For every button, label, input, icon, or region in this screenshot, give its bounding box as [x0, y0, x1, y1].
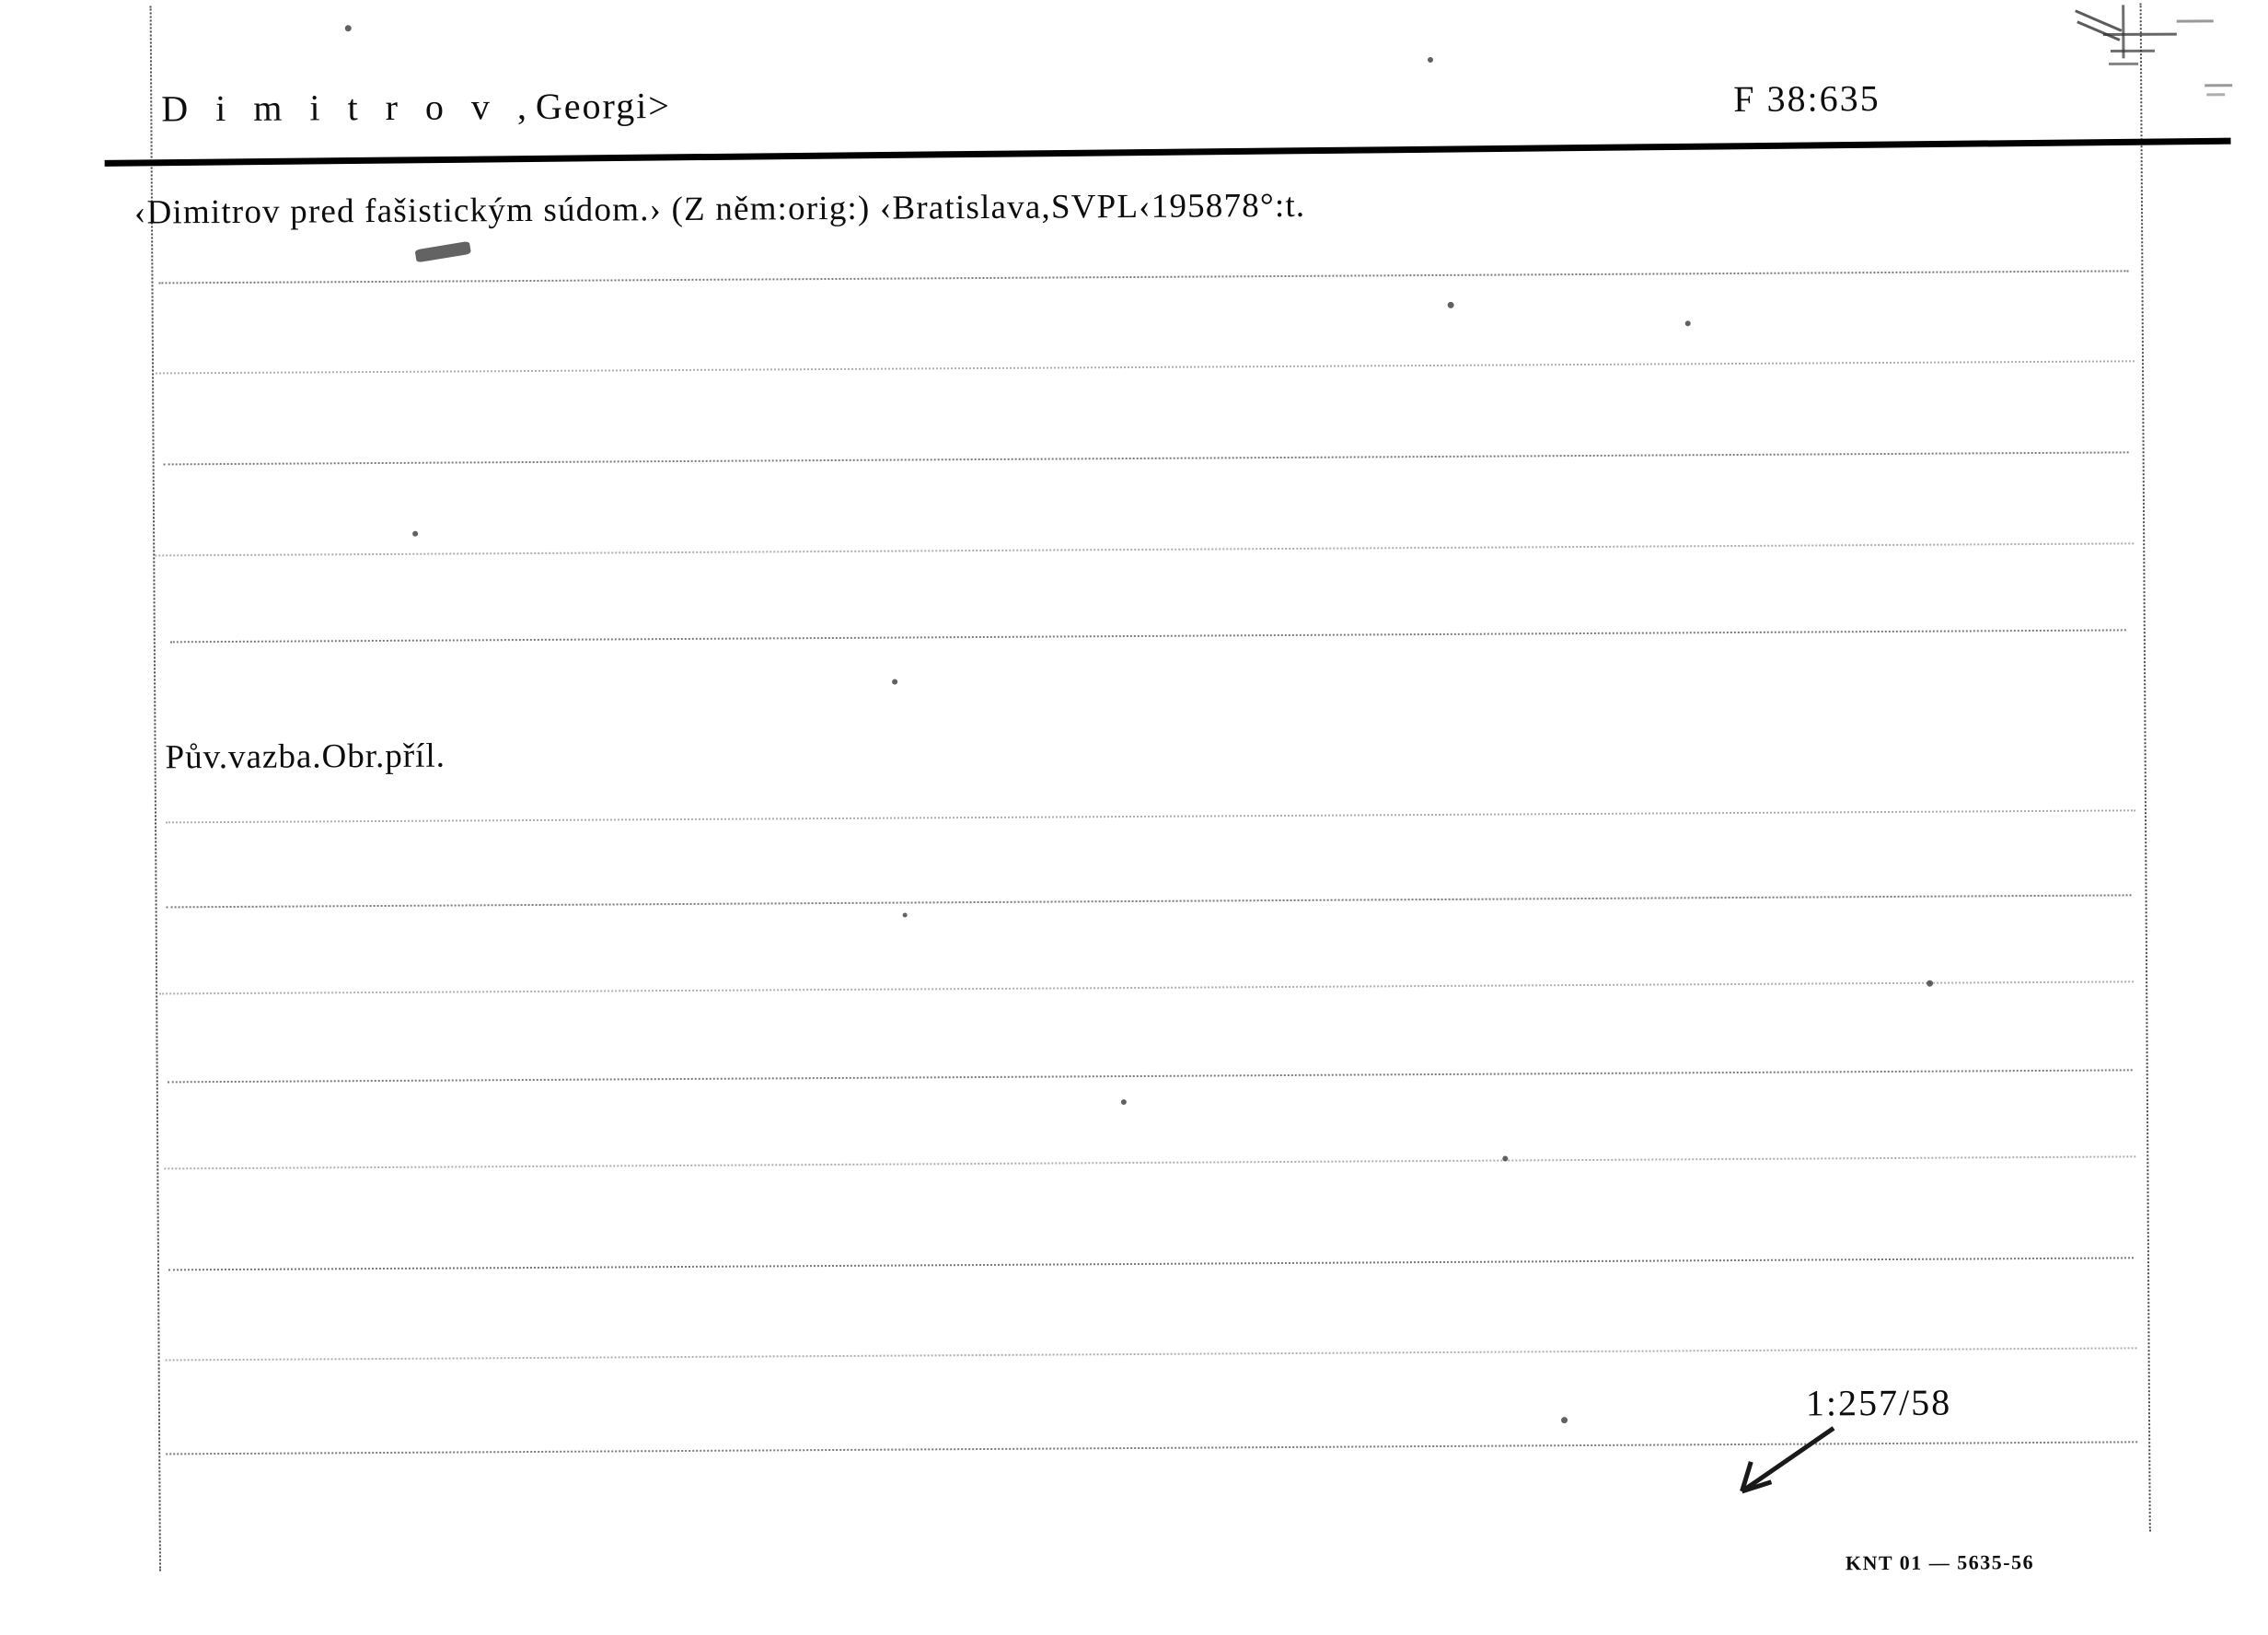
card-rule — [164, 1155, 2135, 1169]
ink-smudge — [415, 241, 471, 263]
note-statement: Pův.vazba.Obr.příl. — [165, 736, 446, 777]
right-margin-rule — [2140, 3, 2151, 1531]
left-margin-rule — [150, 6, 161, 1571]
speck — [903, 913, 908, 918]
speck — [892, 679, 897, 685]
speck — [1502, 1156, 1508, 1162]
speck — [1927, 980, 1933, 987]
heading-separator-rule — [105, 138, 2231, 167]
shelfmark: F 38:635 — [1733, 77, 1880, 121]
form-code: KNT 01 — 5635-56 — [1845, 1550, 2035, 1575]
speck — [1121, 1099, 1127, 1105]
speck — [412, 531, 418, 537]
speck — [1685, 320, 1691, 326]
card-rule — [168, 1069, 2133, 1083]
card-rule — [164, 451, 2129, 465]
arrow-up-right-icon — [1734, 1413, 1846, 1497]
speck — [345, 25, 352, 31]
author-mark: > — [648, 85, 672, 127]
card-rule — [166, 1347, 2137, 1361]
speck — [1428, 57, 1433, 63]
card-rule — [159, 980, 2134, 994]
card-rule — [166, 809, 2135, 823]
author-forename: Georgi — [535, 85, 649, 127]
title-statement: ‹Dimitrov pred fašistickým súdom.› (Z něm:orig:) ‹Bratislava,SVPL‹195878°:t. — [133, 186, 1306, 232]
card-rule — [155, 542, 2134, 556]
speck — [1448, 302, 1454, 308]
scan-corner-marks — [2066, 3, 2251, 105]
card-rule — [158, 270, 2128, 284]
card-rule — [170, 629, 2126, 643]
card-rule — [156, 360, 2135, 374]
author-surname: D i m i t r o v , — [161, 85, 537, 130]
card-rule — [167, 894, 2132, 908]
card-heading-author — [161, 84, 671, 130]
accession-number: 1:257/58 — [1805, 1381, 1952, 1424]
speck — [1561, 1417, 1568, 1423]
card-rule — [168, 1257, 2134, 1270]
